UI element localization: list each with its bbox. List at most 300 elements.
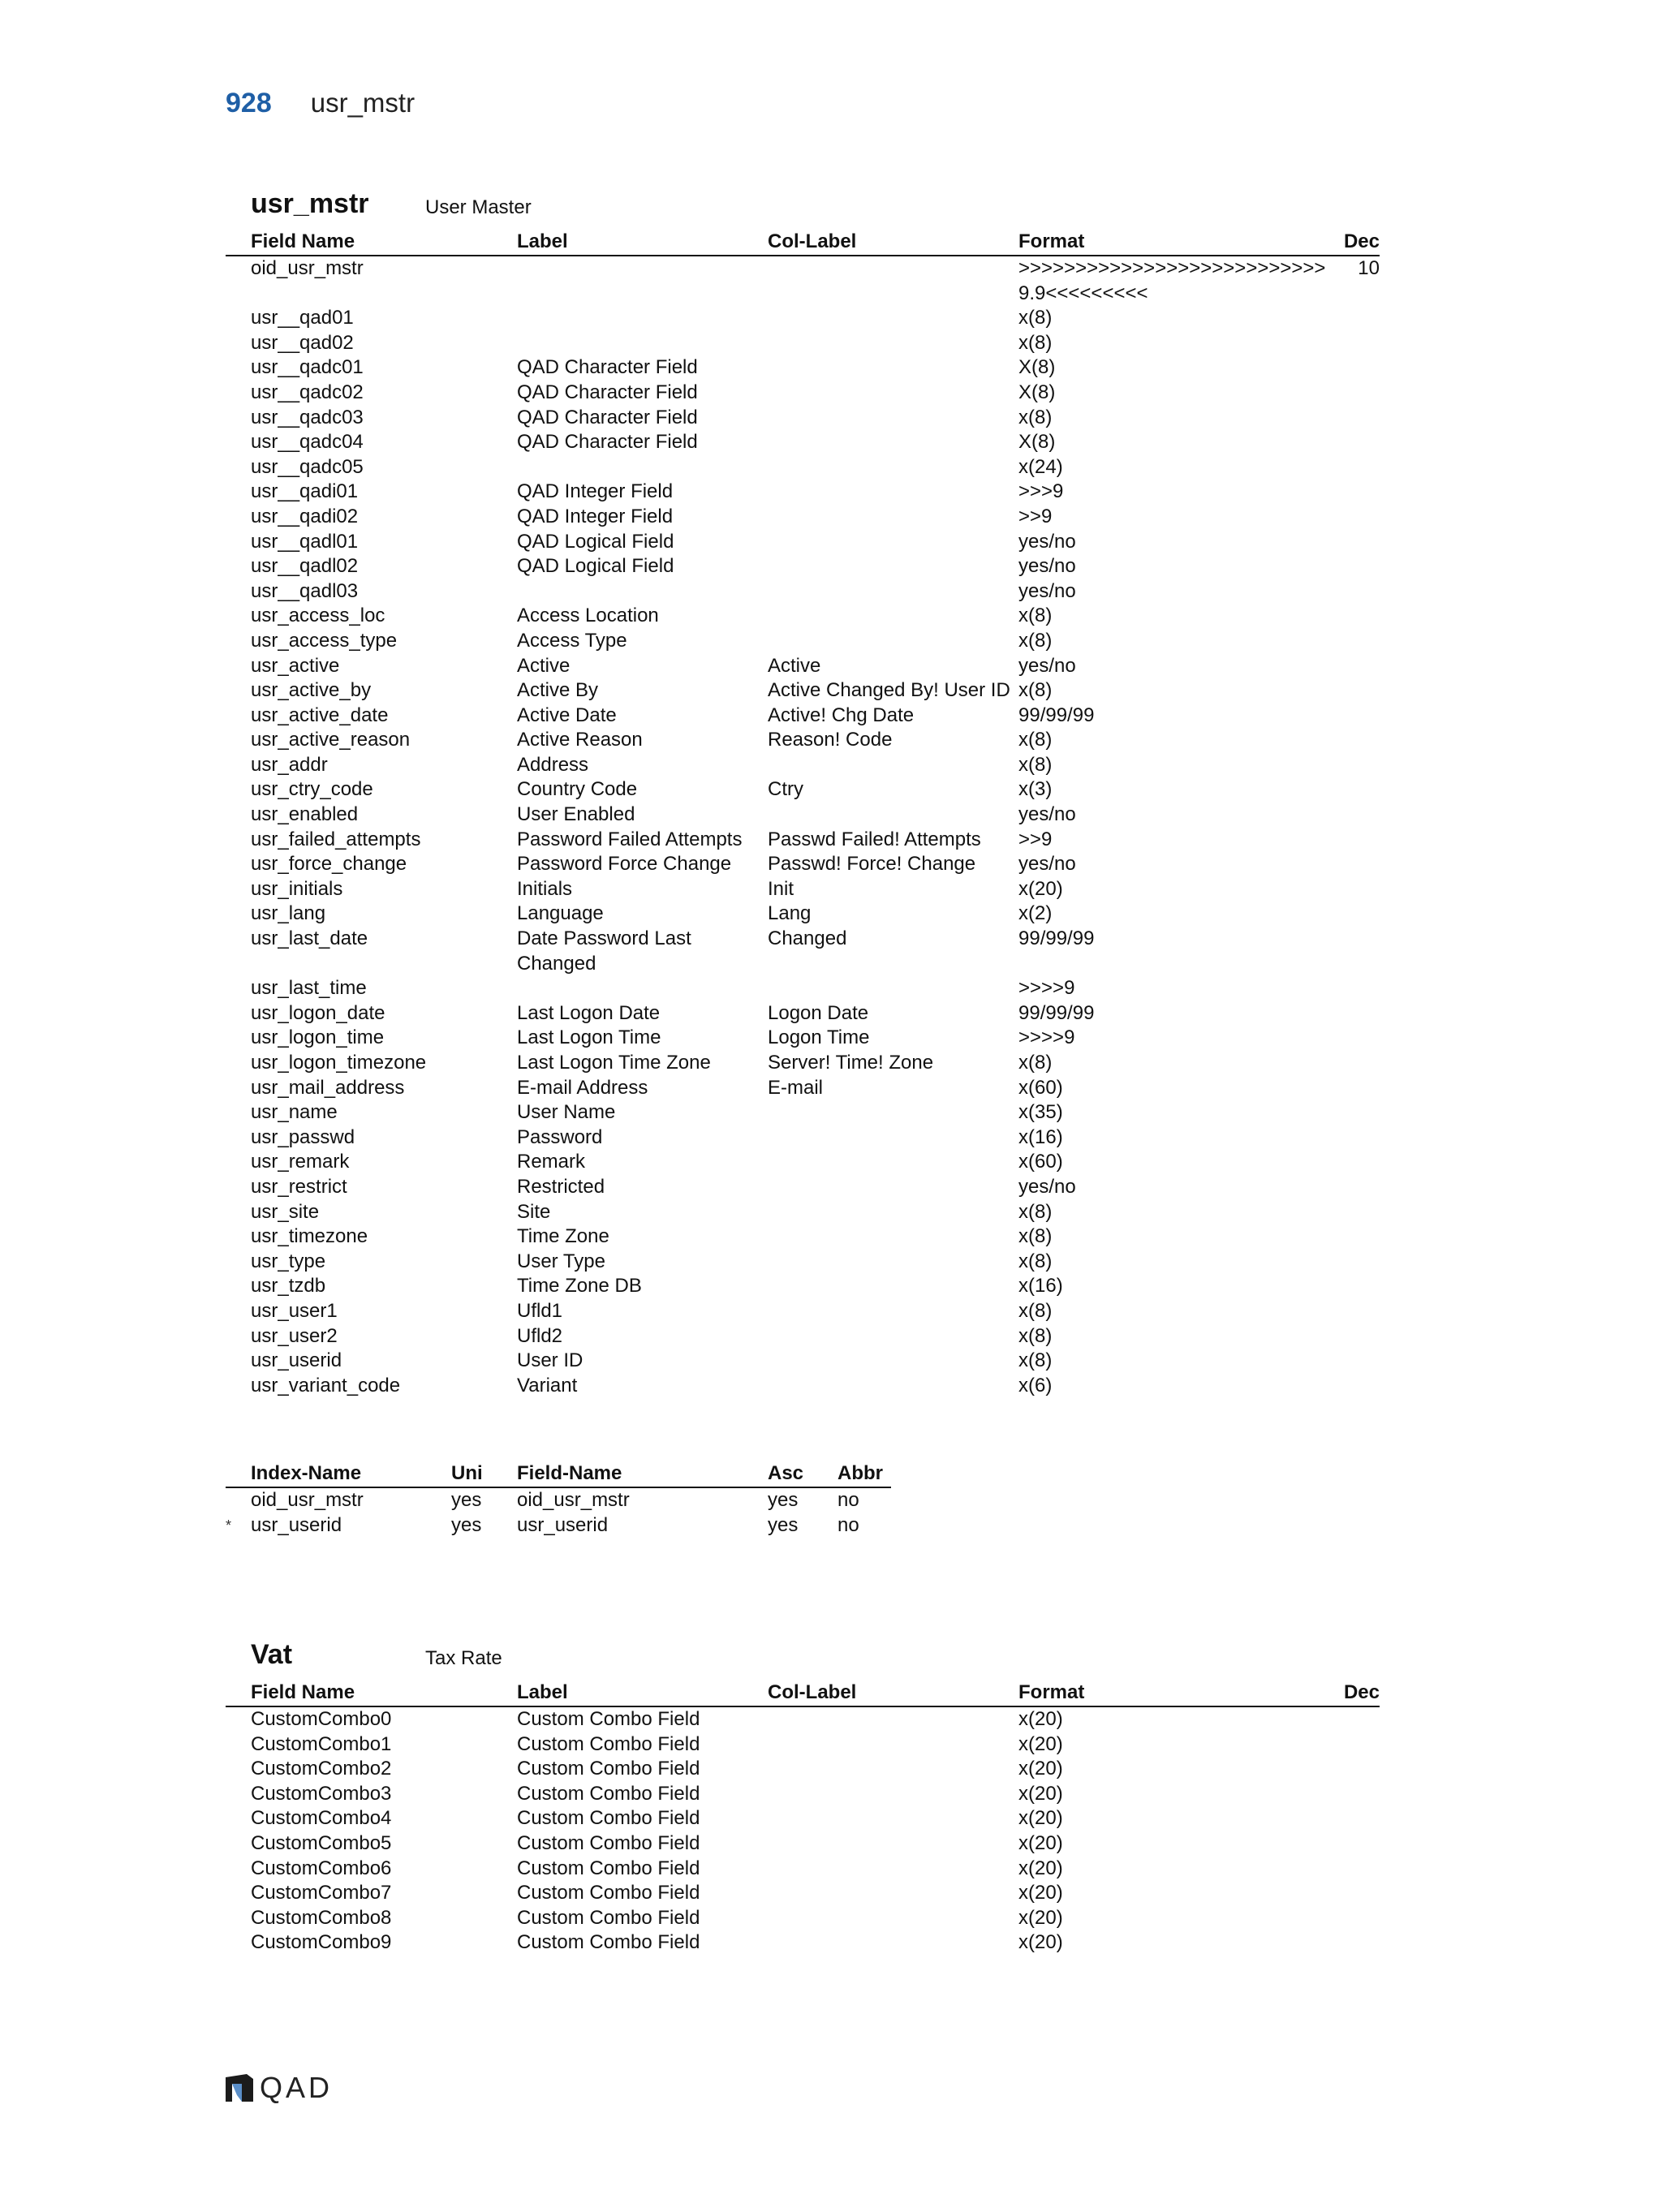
col-label-cell <box>768 1324 1018 1349</box>
dec-cell <box>1331 828 1380 853</box>
dec-cell <box>1331 1150 1380 1175</box>
field-name-cell: usr_lang <box>251 902 326 925</box>
format-cell: x(35) <box>1018 1101 1063 1124</box>
label-cell: Custom Combo Field <box>517 1732 700 1755</box>
abbr-cell: no <box>837 1513 859 1536</box>
field-name-cell: usr_remark <box>251 1151 350 1173</box>
label-cell: User Name <box>517 1101 616 1124</box>
field-name-cell: usr__qadi02 <box>251 505 359 527</box>
format-cell: x(20) <box>1018 1906 1063 1929</box>
dec-cell <box>1331 654 1380 679</box>
table-row <box>226 877 1380 902</box>
field-name-cell: CustomCombo5 <box>251 1831 392 1854</box>
field-name-cell: usr__qadc03 <box>251 406 364 428</box>
col-label-cell: Lang <box>768 902 812 925</box>
column-header: Label <box>517 229 768 256</box>
field-name-cell: usr_name <box>251 1101 338 1124</box>
field-name-cell: usr_logon_time <box>251 1026 385 1049</box>
dec-cell <box>1331 1051 1380 1076</box>
column-header: Dec <box>1331 229 1380 256</box>
label-cell: Access Location <box>517 605 659 627</box>
label-cell: Custom Combo Field <box>517 1857 700 1879</box>
label-cell: QAD Character Field <box>517 356 698 379</box>
label-cell <box>517 579 768 605</box>
dec-cell <box>1331 678 1380 704</box>
table-row <box>226 579 1380 605</box>
table-row <box>226 654 1380 679</box>
format-cell: x(3) <box>1018 778 1053 801</box>
dec-cell <box>1331 1706 1380 1732</box>
field-name-cell: oid_usr_mstr <box>251 257 364 279</box>
format-cell: x(8) <box>1018 307 1053 329</box>
label-cell: Last Logon Time Zone <box>517 1052 711 1074</box>
table-row <box>226 1299 1380 1324</box>
field-name-cell: usr__qadl03 <box>251 579 359 602</box>
usr-mstr-section <box>226 188 1380 1398</box>
label-cell: QAD Integer Field <box>517 480 674 503</box>
table-row <box>226 430 1380 455</box>
label-cell: Date Password Last Changed <box>517 927 691 975</box>
label-cell: Ufld2 <box>517 1324 563 1347</box>
col-label-cell <box>768 1857 1018 1882</box>
field-name-cell: usr_failed_attempts <box>251 828 421 850</box>
col-label-cell <box>768 753 1018 778</box>
col-label-cell <box>768 1930 1018 1956</box>
table-row <box>226 480 1380 505</box>
field-name-cell: usr_access_loc <box>251 605 385 627</box>
field-name-cell: usr_variant_code <box>251 1374 401 1396</box>
qad-logo-icon <box>224 2072 255 2103</box>
format-cell: yes/no <box>1018 579 1076 602</box>
table-row <box>226 1881 1380 1906</box>
label-cell: Active Reason <box>517 729 643 751</box>
col-label-cell <box>768 1831 1018 1857</box>
label-cell: QAD Character Field <box>517 406 698 428</box>
dec-cell <box>1331 902 1380 927</box>
table-row <box>226 1930 1380 1956</box>
table-row <box>226 1782 1380 1807</box>
format-cell: x(8) <box>1018 605 1053 627</box>
table-row <box>226 256 1380 306</box>
field-name-cell: usr__qad02 <box>251 331 354 354</box>
label-cell: Language <box>517 902 604 925</box>
index-field-cell: oid_usr_mstr <box>517 1489 630 1511</box>
dec-cell <box>1331 1324 1380 1349</box>
format-cell: yes/no <box>1018 803 1076 826</box>
dec-cell <box>1331 629 1380 654</box>
col-label-cell <box>768 381 1018 406</box>
format-cell: x(8) <box>1018 1349 1053 1372</box>
col-label-cell <box>768 256 1018 306</box>
field-name-cell: usr_last_time <box>251 977 367 1000</box>
table-name: Vat <box>251 1639 293 1670</box>
format-cell: x(20) <box>1018 1931 1063 1954</box>
dec-cell <box>1331 704 1380 729</box>
format-cell: x(20) <box>1018 1831 1063 1854</box>
field-name-cell: usr__qad01 <box>251 307 354 329</box>
format-cell: x(20) <box>1018 1882 1063 1904</box>
col-label-cell: Server! Time! Zone <box>768 1052 934 1074</box>
format-cell: x(16) <box>1018 1275 1063 1298</box>
dec-cell <box>1331 355 1380 381</box>
index-name-cell: usr_userid <box>251 1513 342 1536</box>
table-row <box>226 505 1380 530</box>
col-label-cell: Changed <box>768 927 847 950</box>
label-cell: Access Type <box>517 629 627 652</box>
dec-cell <box>1331 803 1380 828</box>
format-cell: x(16) <box>1018 1125 1063 1148</box>
table-row <box>226 406 1380 431</box>
dec-cell <box>1331 505 1380 530</box>
dec-cell <box>1331 1831 1380 1857</box>
dec-cell <box>1331 455 1380 480</box>
label-cell: Custom Combo Field <box>517 1708 700 1730</box>
col-label-cell <box>768 1806 1018 1831</box>
table-row <box>226 1175 1380 1200</box>
col-label-cell: Passwd! Force! Change <box>768 853 976 876</box>
dec-cell <box>1331 1930 1380 1956</box>
table-row <box>226 629 1380 654</box>
table-row <box>226 753 1380 778</box>
field-name-cell: usr_user2 <box>251 1324 338 1347</box>
field-name-cell: usr_last_date <box>251 927 368 950</box>
table-row <box>226 1706 1380 1732</box>
col-label-cell <box>768 579 1018 605</box>
column-header: Col-Label <box>768 1680 1018 1706</box>
col-label-cell <box>768 1200 1018 1225</box>
format-cell: x(8) <box>1018 729 1053 751</box>
col-label-cell: Reason! Code <box>768 729 893 751</box>
label-cell: Time Zone DB <box>517 1275 642 1298</box>
table-description: User Master <box>425 196 532 218</box>
column-header: Abbr <box>837 1461 891 1487</box>
col-label-cell <box>768 1732 1018 1758</box>
format-cell: x(8) <box>1018 1225 1053 1248</box>
field-name-cell: usr_timezone <box>251 1225 368 1248</box>
field-name-cell: usr__qadc02 <box>251 381 364 403</box>
label-cell: QAD Logical Field <box>517 530 674 553</box>
col-label-cell <box>768 1757 1018 1782</box>
table-row <box>226 852 1380 877</box>
dec-cell <box>1331 1806 1380 1831</box>
table-row <box>226 1250 1380 1275</box>
col-label-cell <box>768 306 1018 331</box>
label-cell: Initials <box>517 877 573 900</box>
field-name-cell: usr__qadl01 <box>251 530 359 553</box>
label-cell: E-mail Address <box>517 1076 648 1099</box>
dec-cell <box>1331 306 1380 331</box>
col-label-cell <box>768 1374 1018 1399</box>
table-row <box>226 1125 1380 1151</box>
table-row <box>226 455 1380 480</box>
col-label-cell <box>768 530 1018 555</box>
column-header: Dec <box>1331 1680 1380 1706</box>
label-cell: QAD Logical Field <box>517 555 674 578</box>
label-cell: Time Zone <box>517 1225 609 1248</box>
format-cell: >>9 <box>1018 828 1053 850</box>
table-row <box>226 1806 1380 1831</box>
format-cell: x(8) <box>1018 1299 1053 1322</box>
col-label-cell <box>768 355 1018 381</box>
label-cell: Site <box>517 1200 551 1223</box>
field-name-cell: CustomCombo7 <box>251 1882 392 1904</box>
col-label-cell <box>768 1175 1018 1200</box>
table-row <box>226 1224 1380 1250</box>
field-table-header <box>226 229 1380 256</box>
dec-cell <box>1331 1200 1380 1225</box>
label-cell <box>517 976 768 1001</box>
col-label-cell <box>768 480 1018 505</box>
col-label-cell: Logon Date <box>768 1001 869 1024</box>
field-name-cell: usr_site <box>251 1200 320 1223</box>
format-cell: 99/99/99 <box>1018 1001 1095 1024</box>
table-row <box>226 1076 1380 1101</box>
format-cell: x(8) <box>1018 406 1053 428</box>
field-name-cell: usr_tzdb <box>251 1275 326 1298</box>
label-cell: QAD Integer Field <box>517 505 674 527</box>
format-cell: 99/99/99 <box>1018 927 1095 950</box>
table-heading <box>226 188 1380 229</box>
col-label-cell: Active Changed By! User ID <box>768 679 1010 702</box>
table-row <box>226 381 1380 406</box>
field-name-cell: usr_initials <box>251 877 343 900</box>
col-label-cell: Active <box>768 654 821 677</box>
table-row <box>226 331 1380 356</box>
label-cell: Ufld1 <box>517 1299 563 1322</box>
format-cell: x(8) <box>1018 679 1053 702</box>
column-header: Col-Label <box>768 229 1018 256</box>
col-label-cell <box>768 1274 1018 1299</box>
table-row <box>226 1324 1380 1349</box>
col-label-cell <box>768 505 1018 530</box>
ascending-cell: yes <box>768 1513 799 1536</box>
dec-cell <box>1331 1224 1380 1250</box>
label-cell: Custom Combo Field <box>517 1758 700 1780</box>
table-row <box>226 1349 1380 1374</box>
format-cell: >>>>9 <box>1018 1026 1075 1049</box>
table-row <box>226 678 1380 704</box>
column-header: Format <box>1018 229 1331 256</box>
table-row <box>226 1732 1380 1758</box>
column-header: Label <box>517 1680 768 1706</box>
field-name-cell: CustomCombo8 <box>251 1906 392 1929</box>
column-header: Field-Name <box>517 1461 768 1487</box>
label-cell: Active Date <box>517 704 617 726</box>
table-description: Tax Rate <box>425 1647 502 1669</box>
table-row <box>226 777 1380 803</box>
format-cell: x(20) <box>1018 1782 1063 1805</box>
col-label-cell: Ctry <box>768 778 803 801</box>
dec-cell: 10 <box>1358 257 1380 279</box>
dec-cell <box>1331 1026 1380 1051</box>
format-cell: X(8) <box>1018 381 1056 403</box>
col-label-cell: Active! Chg Date <box>768 704 915 726</box>
label-cell: QAD Character Field <box>517 431 698 454</box>
label-cell <box>517 256 768 306</box>
format-cell: x(8) <box>1018 753 1053 776</box>
dec-cell <box>1331 1732 1380 1758</box>
page-title: usr_mstr <box>310 88 416 118</box>
field-name-cell: CustomCombo6 <box>251 1857 392 1879</box>
field-name-cell: usr_ctry_code <box>251 778 373 801</box>
label-cell: Last Logon Date <box>517 1001 661 1024</box>
field-name-cell: usr__qadc04 <box>251 431 364 454</box>
field-table <box>226 229 1380 1398</box>
format-cell: yes/no <box>1018 654 1076 677</box>
format-cell: x(20) <box>1018 1732 1063 1755</box>
dec-cell <box>1331 381 1380 406</box>
field-table-header <box>226 1680 1380 1706</box>
table-row <box>226 604 1380 629</box>
format-cell: x(24) <box>1018 455 1063 478</box>
format-cell: yes/no <box>1018 555 1076 578</box>
label-cell: User Type <box>517 1250 605 1272</box>
label-cell: User ID <box>517 1349 583 1372</box>
ascending-cell: yes <box>768 1489 799 1511</box>
field-name-cell: usr_userid <box>251 1349 342 1372</box>
table-row <box>226 1051 1380 1076</box>
table-row <box>226 1906 1380 1931</box>
table-row <box>226 803 1380 828</box>
label-cell: Active <box>517 654 571 677</box>
field-name-cell: usr_mail_address <box>251 1076 405 1099</box>
column-header: Index-Name <box>251 1461 451 1487</box>
label-cell: Variant <box>517 1374 578 1396</box>
format-cell: yes/no <box>1018 1175 1076 1198</box>
label-cell: Restricted <box>517 1175 605 1198</box>
index-table <box>226 1461 891 1538</box>
table-row <box>226 728 1380 753</box>
page-header <box>226 88 415 128</box>
col-label-cell <box>768 1100 1018 1125</box>
dec-cell <box>1331 1782 1380 1807</box>
label-cell: Custom Combo Field <box>517 1882 700 1904</box>
format-cell: x(20) <box>1018 877 1063 900</box>
field-name-cell: usr_restrict <box>251 1175 347 1198</box>
dec-cell <box>1331 1299 1380 1324</box>
table-row <box>226 976 1380 1001</box>
dec-cell <box>1331 579 1380 605</box>
format-cell: x(6) <box>1018 1374 1053 1396</box>
unique-cell: yes <box>451 1513 482 1536</box>
dec-cell <box>1331 1125 1380 1151</box>
format-cell: yes/no <box>1018 853 1076 876</box>
format-cell: x(8) <box>1018 1200 1053 1223</box>
dec-cell <box>1331 753 1380 778</box>
col-label-cell <box>768 1349 1018 1374</box>
label-cell: Custom Combo Field <box>517 1782 700 1805</box>
col-label-cell <box>768 1299 1018 1324</box>
table-row <box>226 355 1380 381</box>
index-table-header <box>226 1461 891 1487</box>
dec-cell <box>1331 430 1380 455</box>
page-number: 928 <box>226 88 272 118</box>
dec-cell <box>1331 1175 1380 1200</box>
dec-cell <box>1331 604 1380 629</box>
format-cell: 99/99/99 <box>1018 704 1095 726</box>
label-cell <box>517 331 768 356</box>
table-row <box>226 927 1380 976</box>
primary-index-marker: * <box>226 1517 232 1534</box>
primary-index-marker <box>226 1487 251 1513</box>
field-table <box>226 1680 1380 1956</box>
field-name-cell: CustomCombo9 <box>251 1931 392 1954</box>
col-label-cell <box>768 554 1018 579</box>
table-row <box>226 1001 1380 1026</box>
column-header: Format <box>1018 1680 1331 1706</box>
label-cell: Password Force Change <box>517 853 732 876</box>
abbr-cell: no <box>837 1489 859 1511</box>
label-cell: Address <box>517 753 589 776</box>
table-row <box>226 902 1380 927</box>
column-header: Field Name <box>251 229 517 256</box>
table-row <box>226 1757 1380 1782</box>
field-name-cell: usr_active_by <box>251 679 372 702</box>
label-cell: Custom Combo Field <box>517 1906 700 1929</box>
field-name-cell: CustomCombo2 <box>251 1758 392 1780</box>
format-cell: x(60) <box>1018 1151 1063 1173</box>
col-label-cell <box>768 1782 1018 1807</box>
field-name-cell: usr_addr <box>251 753 328 776</box>
unique-cell: yes <box>451 1489 482 1511</box>
dec-cell <box>1331 1001 1380 1026</box>
dec-cell <box>1331 1250 1380 1275</box>
dec-cell <box>1331 1906 1380 1931</box>
col-label-cell: Logon Time <box>768 1026 870 1049</box>
field-name-cell: CustomCombo4 <box>251 1807 392 1830</box>
dec-cell <box>1331 331 1380 356</box>
field-name-cell: usr_logon_timezone <box>251 1052 427 1074</box>
col-label-cell <box>768 1881 1018 1906</box>
col-label-cell: E-mail <box>768 1076 824 1099</box>
usr-mstr-index-section <box>226 1461 891 1538</box>
table-row <box>226 1513 891 1539</box>
field-name-cell: usr_user1 <box>251 1299 338 1322</box>
format-cell: x(8) <box>1018 629 1053 652</box>
format-cell: x(2) <box>1018 902 1053 925</box>
dec-cell <box>1331 1757 1380 1782</box>
dec-cell <box>1331 1349 1380 1374</box>
format-cell: x(20) <box>1018 1758 1063 1780</box>
format-cell: x(8) <box>1018 1324 1053 1347</box>
dec-cell <box>1331 927 1380 976</box>
column-header: Asc <box>768 1461 837 1487</box>
table-row <box>226 306 1380 331</box>
label-cell: QAD Character Field <box>517 381 698 403</box>
logo-text: QAD <box>260 2071 334 2104</box>
dec-cell <box>1331 1274 1380 1299</box>
field-name-cell: usr__qadc01 <box>251 356 364 379</box>
field-name-cell: CustomCombo3 <box>251 1782 392 1805</box>
dec-cell <box>1331 480 1380 505</box>
field-name-cell: usr__qadc05 <box>251 455 364 478</box>
dec-cell <box>1331 1100 1380 1125</box>
field-name-cell: usr_type <box>251 1250 326 1272</box>
table-row <box>226 1150 1380 1175</box>
col-label-cell <box>768 976 1018 1001</box>
dec-cell <box>1331 530 1380 555</box>
table-row <box>226 1274 1380 1299</box>
col-label-cell <box>768 1150 1018 1175</box>
col-label-cell <box>768 629 1018 654</box>
table-row <box>226 530 1380 555</box>
table-row <box>226 1374 1380 1399</box>
field-name-cell: usr__qadi01 <box>251 480 359 503</box>
table-row <box>226 1200 1380 1225</box>
qad-logo <box>224 2071 333 2105</box>
dec-cell <box>1331 406 1380 431</box>
table-row <box>226 1026 1380 1051</box>
